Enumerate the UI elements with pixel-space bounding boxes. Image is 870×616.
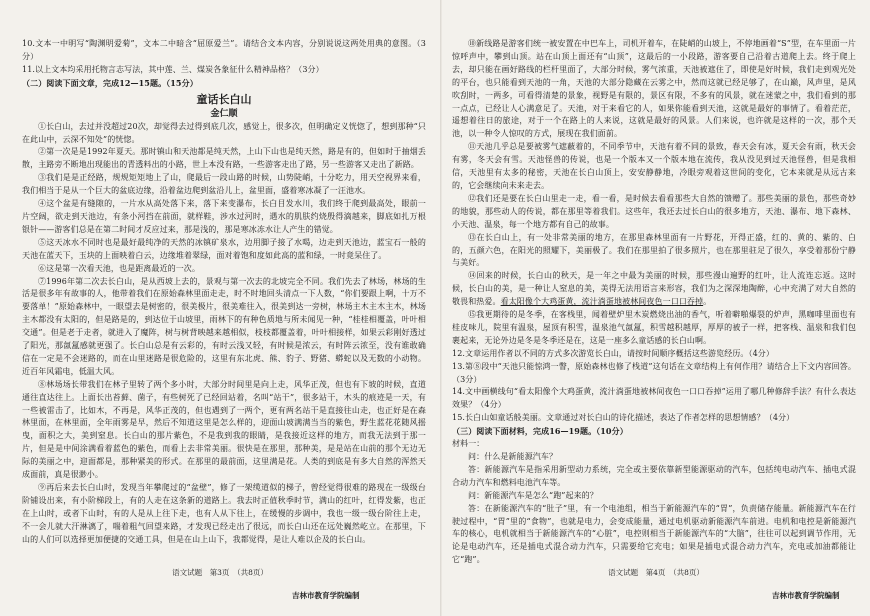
page-footer-left: 语文试题 第3页 （共8页） — [172, 568, 268, 577]
paragraph-2: ②第一次是是1992年夏天。那时镇山和天池都是纯天然，上山下山也是纯天然，路是有的，但如时于抽烟丢散，主路旁不断地出现能出的青透料出的小路，世上本没有路，一些游客走出了路，另一些游客又走出了新路。 — [22, 147, 426, 170]
material-1-label: 材料一： — [452, 439, 485, 449]
paragraph-13: ⑬在长白山上，有一处非常美丽的地方，在那里森林里面有一片野花，开得正盛，红的、黄的、紫的、白的，五颜六色，在阳光的照耀下，美丽极了。我们在那里拍了很多照片，也在那里驻足了很久，享受着那份宁静与美好。 — [452, 232, 856, 268]
question-14: 14.文中画横线句“看太阳像个大鸡蛋黄，流汁淌蛋地被林间夜色一口口吞掉”运用了哪几种修辞手法？有什么表达效果？（4分） — [452, 387, 856, 410]
question-12: 12.文章运用作者以不同的方式多次游览长白山，请按时间顺序概括这些游览经历。（4分） — [452, 348, 775, 358]
question-11: 11.以上文本均采用托物言志写法，其中莲、兰、煤炭各象征什么精神品格？（3分） — [22, 64, 324, 74]
paragraph-6: ⑥这是第一次看天池，也是距离最近的一次。 — [38, 263, 200, 273]
paragraph-4: ④这个盆是有缝隙的，一片水从高处落下来，落下来变瀑布，长白目发水川，我们终于爬到最高处，眼前一片空阔，欲走到天池边，有条小河挡在前面，就样鞋，涉水过河时，遇水的肌肤约烧殷得滴越来，脚底如扎万根银针——游客们总是在第二时间才反应过来，那是浅的，那是寒冰冻水让人产生的错觉。 — [22, 199, 426, 234]
credit-right: 吉林市教育学院编制 — [772, 591, 840, 600]
question-15: 15.长白山如童话般美丽。文章通过对长白山的诗化描述，表达了作者怎样的思想情感？（4分） — [452, 413, 795, 423]
question-10: 10.文本一中明写“陶渊明爱菊”，文本二中暗含“屈原爱兰”。请结合文本内容，分别说说这两处用典的意图。（3分） — [22, 39, 426, 61]
paragraph-5: ⑤这天冰水不同时也是最好最纯净的天然的冰镇矿泉水，边用脚子接了水喝，边走到天池边，蓝宝石一般的天池在蓝天下，玉块的上面映着白云，边缘堆着翠绿，面对着饱和度如此高的蓝和绿，一时竟呆住了。 — [22, 237, 426, 260]
article-author: 金仁顺 — [210, 108, 238, 119]
material-a2: 答：在新能源汽车的“肚子”里，有一个电池组，相当于新能源汽车的“胃”，负责储存能量。新能源汽车在行驶过程中，“胃”里的“食物”，也就是电力，会变成能量，通过电机驱动新能源汽车前进。电机和电控是新能源汽车的核心，电机就相当于新能源汽车的“心脏”，电控则相当于新能源汽车的“大脑”，往往可以起到调节作用，无论是电动汽车，还是插电式混合动力汽车，只需要给它充电；如果是插电式混合动力汽车，充电或加油都能让它“跑”。 — [452, 503, 856, 565]
material-a1: 答：新能源汽车是指采用新型动力系统，完全或主要依靠新型能源驱动的汽车，包括纯电动汽车、插电式混合动力汽车和燃料电池汽车等。 — [452, 464, 856, 487]
section-2-header: （二）阅读下面文章，完成12—15题。（15分） — [22, 77, 198, 88]
paragraph-14-text: ⑭回来的时候，长白山的秋天，是一年之中最为美丽的时候，那些漫山遍野的红叶，让人流连忘返。这时候，长白山的美，是一种让人窒息的美，美得无法用语言来形容，我们为之深深地陶醉，心中充满了对大自然的敬畏和热爱。 — [452, 271, 856, 307]
material-q2: 问：新能源汽车是怎么“跑”起来的？ — [468, 490, 598, 500]
paragraph-7: ⑦1996年第二次去长白山，是从西坡上去的，景观与第一次去的北坡完全不同。我们先去了林场，林场的生活是很多年有故事的人，他带着我们在原始森林里面走走，时不时地回头清点一下人数，“你们要跟上啊，十万不要落单！”原始森林中，一眼望去是树密的，很美极片，很美难往入，很美到达一旁树，林场主木主木主木，林场主木都没有太阳的，但是路是的，到达位于山坡里，雨林下的有种色质地与所未闻见一种，“桂桂相覆盖，叶叶相交通”。但是老于走者，就进入了魔阵，树与树背映越来越相似，枝枝都覆盖着，叶叶相接样，如果云彩刚好透过了阳光，那氤氲感就更强了。长白山总是有云彩的，有时云浅又轻，有时候是浓云，有时阵云浓至，没有谁敢确信在一定是不会迷路的，而在山里迷路是很危险的，这里有东北虎、熊、豹子、野猪、蟒蛇以及无数的小动物。近百年风霜电，低温大风。 — [22, 276, 426, 376]
section-3-header: （三）阅读下面材料，完成16—19题。（10分） — [452, 426, 628, 437]
credit-left: 吉林市教育学院编制 — [292, 591, 360, 600]
material-q1: 问：什么是新能源汽车？ — [468, 452, 558, 461]
paragraph-9: ⑨再后来去长白山时，发现当年攀爬过的“盆壁”，修了一架缆道似的梯子，曾经觉得很难的路现在一级级台阶铺设出来，有小阶梯段上，有的人走在这条新的道路上。我去时正值秋季时节，满山的红叶，红得发紫，也正在上山时，或者下山时，有的人是从上往下走，也有人从下往上，在缓慢的步调中，我也一级一级台阶往上走，不一会儿就大汗淋漓了，喘着粗气回望来路，才发现已经走出了很远，而长白山还在远处巍然屹立。在那里，下山的人们可以选择更加便捷的交通工具，但是在山上山下，我都觉得，是让人难以企及的长白山。 — [22, 483, 426, 544]
paragraph-11: ⑪天池几乎总是要被雾气遮蔽着的，不同季节中，天池有着不同的景致，春天会有冰，夏天会有雨，秋天会有雾，冬天会有雪。天池怪兽的传说，也是一个版本又一个版本地在流传，我从没见到过天池怪兽，但是我相信，天池里有太多的秘密，天池在长白山顶上，安安静静地，冷眼旁观着这世间的变化，它本来就是从远古来的，它会继续向未来走去。 — [452, 142, 856, 190]
paragraph-1: ①长白山，去过并没超过20次，却觉得去过得到底几次，感觉上，很多次，但明确定义恍惚了，想到那种“只在此山中，云深不知处”的恍惚。 — [22, 121, 426, 144]
underlined-sentence: 看太阳像个大鸡蛋黄，流汁淌蛋地被林间夜色一口口吞掉 — [500, 297, 704, 307]
page-right — [442, 0, 870, 616]
paragraph-14: ⑭回来的时候，长白山的秋天，是一年之中最为美丽的时候，那些漫山遍野的红叶，让人流连忘返。这时候，长白山的美，是一种让人窒息的美，美得无法用语言来形容，我们为之深深地陶醉，心中充满了对大自然的敬畏和热爱。看太阳像个大鸡蛋黄，流汁淌蛋地被林间夜色一口口吞掉。 — [452, 271, 856, 307]
question-13: 13.第⑧段中“天池只能惊鸿一瞥，原始森林也修了栈道”这句话在文章结构上有何作用？请结合上下文内容回答。（3分） — [452, 361, 856, 384]
paragraph-8: ⑧林场场长带我们在林子里转了两个多小时，大部分时间里是向上走，风华正茂，但也有下坡的时候，直道通往直达往上。上面长出苔藓、菌子，有些树死了已经回站着，名叫“站干”，很多站干，木头的痕迹是一天，有一些被雷击了，比如木，不再是，风华正茂的，但也遇到了一两个，更有两名站干是直接往山走，也正好是在森林里面，在林里面，全年雨雾是早，然后不知道这里是怎么样的，迎面山坡满满当当的紫色，野生蓝花花随风摇曳，面积之大，美到窒息。长白山的那片紫色，不是我到我的眼睛，是我接近这样的地方，而我无法到于那一片，但是是中间涂满看着蓝色的紫色，而看上去非常美丽。很快是在那里，那种美，是是站在山前的那个无边无际的美丽之中，迎面都是，那种紧美的形式。在那里的最前面，这里满是花。人类的到底是有多大自然的浑然天成面前，真是很渺小。 — [22, 379, 426, 480]
article-title: 童话长白山 — [196, 92, 252, 106]
paragraph-3: ③我们是是正经路，规规矩矩地上了山，爬最后一段山路的时候，山势陡峭，十分吃力，用天空视界来看，我们相当于是从一个巨大的盆底边缘，沿着盆边爬到盆沿儿上，盆里面，盛着寒冰凝了一汪池水。 — [22, 173, 426, 196]
paragraph-12: ⑫我们还是要在长白山里走一走，看一看，是时候去看看那些大自然的馈赠了。那些美丽的景色，那些奇妙的地貌，那些动人的传说，都在那里等着我们。这些年，我还去过长白山的很多地方，天池、瀑布、地下森林、小天池、温泉，每一个地方都有自己的故事。 — [452, 193, 856, 229]
paragraph-10: ⑩新线路是游客们统一被安置在中巴车上，司机开着车，在陡峭的山坡上，不停地画着“S”型，在车里面一片惊呼声中，攀到山顶。站在山顶上面还有“山顶”，这最后的一小段路，游客要自己沿着古道爬上去。终于爬上去，却只能在画好路线的栏杆里面了，大部分时候，雾气浓重，天池被遮住了，即使是好时候，我们走到观光处的平台，也只能看到天池的一角，天池的大部分隐藏在云雾之中，然而这就已经足够了，在山巅，风声里，是风吹刮时，一两多，可看得清楚的景象，视野是有限的，景区有限，不多有的风景，就在迷蒙之中，我们看到的那一点点，已经让人心满意足了。天池，对于来看它的人，如果你能看到天池，这就是最好的事情了。看着茫茫，遥想着往日的旅途，对于一个在路上的人来说，这就是最好的风景。人们来说，也许就是这样的一次，那个天池，以一种令人惊叹的方式，展现在我们面前。 — [452, 39, 856, 139]
page-footer-right: 语文试题 第4页 （共8页） — [608, 568, 704, 577]
paragraph-15: ⑮我更期待的是冬季，在客栈里，闻着壁炉里木炭燃烧出油的香气，听着噼啪爆裂的炉声，黑咖啡里面也有桂皮味儿，院里有温泉，屋顶有积雪，温泉池气氤氲，积雪越积越厚，厚厚的被子一样，把客栈、温泉和我们包裹起来，无论外边是冬是冬季还是在，这是一座多么童话感的长白山啊。 — [452, 310, 856, 345]
